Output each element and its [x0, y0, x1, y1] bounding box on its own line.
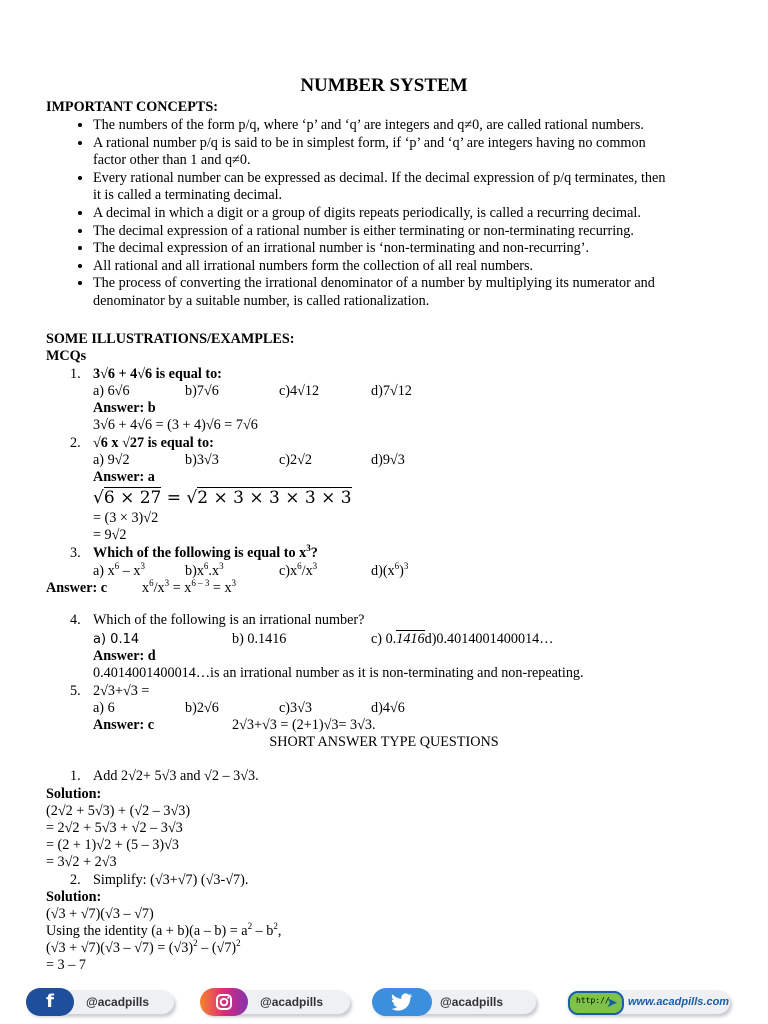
q2-working-2: = 9√2 — [93, 527, 127, 543]
concept-item: • The numbers of the form p/q, where ‘p’ and ‘q’ are integers and q≠0, are called rational numbers. — [93, 117, 718, 135]
q5-option-a: a) 6 — [93, 700, 115, 716]
concept-item: • A rational number p/q is said to be in simplest form, if ‘p’ and ‘q’ are integers having no common factor other than 1 and q≠0. — [93, 135, 718, 170]
concept-item: • The decimal expression of an irrational number is ‘non-terminating and non-recurring’. — [93, 240, 718, 258]
social-footer — [0, 984, 768, 1024]
s1-line: = 3√2 + 2√3 — [46, 854, 117, 870]
q4-option-b: b) 0.1416 — [232, 631, 287, 647]
s1-question: Add 2√2+ 5√3 and √2 – 3√3. — [93, 768, 259, 784]
q5-option-d: d)4√6 — [371, 700, 405, 716]
q1-option-a: a) 6√6 — [93, 383, 130, 399]
important-concepts-heading: IMPORTANT CONCEPTS: — [46, 99, 218, 115]
s1-line: = (2 + 1)√2 + (5 – 3)√3 — [46, 837, 179, 853]
website-url: www.acadpills.com — [628, 996, 730, 1008]
concept-item: • The decimal expression of a rational number is either terminating or non-terminating recurring. — [93, 223, 718, 241]
illustrations-heading: SOME ILLUSTRATIONS/EXAMPLES: — [46, 331, 295, 347]
q3-option-b: $b)x^6.x^3$ — [185, 561, 224, 579]
q3-option-c: $c)x^6/x^3$ — [279, 561, 318, 579]
s1-number: 1. — [70, 768, 81, 784]
concept-item: • The process of converting the irrational denominator of a number by multiplying its numerator and denominator by a suitable number, is called rationalization. — [93, 275, 718, 310]
q5-question: 2√3+√3 = — [93, 683, 150, 699]
cursor-icon: ➤ — [606, 996, 618, 1011]
twitter-handle: @acadpills — [440, 995, 504, 1009]
s1-line: = 2√2 + 5√3 + √2 – 3√3 — [46, 820, 183, 836]
q2-radical-equation — [93, 487, 352, 509]
q3-answer: Answer: c — [46, 580, 108, 596]
s2-solution-label: Solution: — [46, 889, 102, 905]
q2-radicand-left: 6 × 27 — [103, 488, 162, 508]
instagram-link[interactable] — [200, 990, 350, 1014]
q2-number: 2. — [70, 435, 81, 451]
q2-answer: Answer: a — [93, 469, 155, 485]
concept-item: • Every rational number can be expressed as decimal. If the decimal expression of p/q terminates, then it is called a terminating decimal. — [93, 170, 718, 205]
q1-answer: Answer: b — [93, 400, 156, 416]
facebook-handle: @acadpills — [86, 995, 150, 1009]
facebook-link[interactable] — [26, 990, 174, 1014]
twitter-bird-icon — [372, 988, 432, 1016]
q1-question: 3√6 + 4√6 is equal to: — [93, 366, 222, 382]
s2-number: 2. — [70, 872, 81, 888]
s2-question: Simplify: (√3+√7) (√3-√7). — [93, 872, 249, 888]
concept-item: • All rational and all irrational numbers form the collection of all real numbers. — [93, 258, 718, 276]
instagram-icon — [200, 988, 248, 1016]
mcqs-heading: MCQs — [46, 348, 87, 364]
q2-working-1: = (3 × 3)√2 — [93, 510, 159, 526]
q1-number: 1. — [70, 366, 81, 382]
page-title: NUMBER SYSTEM — [300, 75, 468, 96]
q1-option-c: c)4√12 — [279, 383, 320, 399]
q4-answer: Answer: d — [93, 648, 156, 664]
instagram-handle: @acadpills — [260, 995, 324, 1009]
twitter-link[interactable] — [372, 990, 536, 1014]
q1-option-d: d)7√12 — [371, 383, 412, 399]
q4-option-a: a) 0.14 — [93, 632, 140, 647]
radical-sign-icon: √ — [186, 488, 198, 508]
q2-option-b: b)3√3 — [185, 452, 219, 468]
s1-line: (2√2 + 5√3) + (√2 – 3√3) — [46, 803, 191, 819]
radical-sign-icon: √ — [93, 488, 104, 508]
s1-solution-label: Solution: — [46, 786, 102, 802]
q4-explanation: 0.4014001400014…is an irrational number as it is non-terminating and non-repeating. — [93, 665, 584, 681]
concepts-list — [46, 117, 718, 311]
s2-line-1: (√3 + √7)(√3 – √7) — [46, 906, 154, 922]
facebook-icon: f — [26, 988, 74, 1016]
q4-number: 4. — [70, 612, 81, 628]
q2-option-c: c)2√2 — [279, 452, 312, 468]
q2-option-d: d)9√3 — [371, 452, 405, 468]
s2-line-4: = 3 – 7 — [46, 957, 86, 973]
website-link[interactable] — [566, 990, 730, 1014]
q3-option-d: $d)(x^6)^3$ — [371, 561, 409, 579]
q3-option-a: a) $x^6 - x^3$ — [93, 561, 145, 579]
q5-option-c: c)3√3 — [279, 700, 312, 716]
q3-number: 3. — [70, 545, 81, 561]
q1-working: 3√6 + 4√6 = (3 + 4)√6 = 7√6 — [93, 417, 258, 433]
s2-identity-line: Using the identity $(a + b)(a - b) = a^2 - b^2$, — [46, 921, 282, 939]
s2-line-3: $(√3 + √7)(√3 - √7) = (√3)^2 - (√7)^2$ — [46, 938, 241, 956]
q5-answer: Answer: c — [93, 717, 155, 733]
q4-option-c-d: c) 0.1416d)0.4014001400014… — [371, 631, 554, 647]
q4-question: Which of the following is an irrational number? — [93, 612, 365, 628]
browser-url-icon: http:// ➤ — [568, 991, 624, 1015]
equals-sign: = — [166, 488, 181, 508]
q2-option-a: a) 9√2 — [93, 452, 130, 468]
q3-working: $x^6/x^3 = x^{6 - 3} = x^3$ — [142, 578, 237, 596]
q2-question: √6 x √27 is equal to: — [93, 435, 214, 451]
concept-item: • A decimal in which a digit or a group of digits repeats periodically, is called a recurring decimal. — [93, 205, 718, 223]
q5-number: 5. — [70, 683, 81, 699]
q5-working: 2√3+√3 = (2+1)√3= 3√3. — [232, 717, 376, 733]
q1-option-b: b)7√6 — [185, 383, 219, 399]
short-answer-heading: SHORT ANSWER TYPE QUESTIONS — [269, 734, 499, 750]
q3-question: Which of the following is equal to $x^3$? — [93, 543, 318, 561]
recurring-bar: 1416 — [396, 631, 425, 647]
q5-option-b: b)2√6 — [185, 700, 219, 716]
q2-radicand-right: 2 × 3 × 3 × 3 × 3 — [197, 488, 352, 508]
